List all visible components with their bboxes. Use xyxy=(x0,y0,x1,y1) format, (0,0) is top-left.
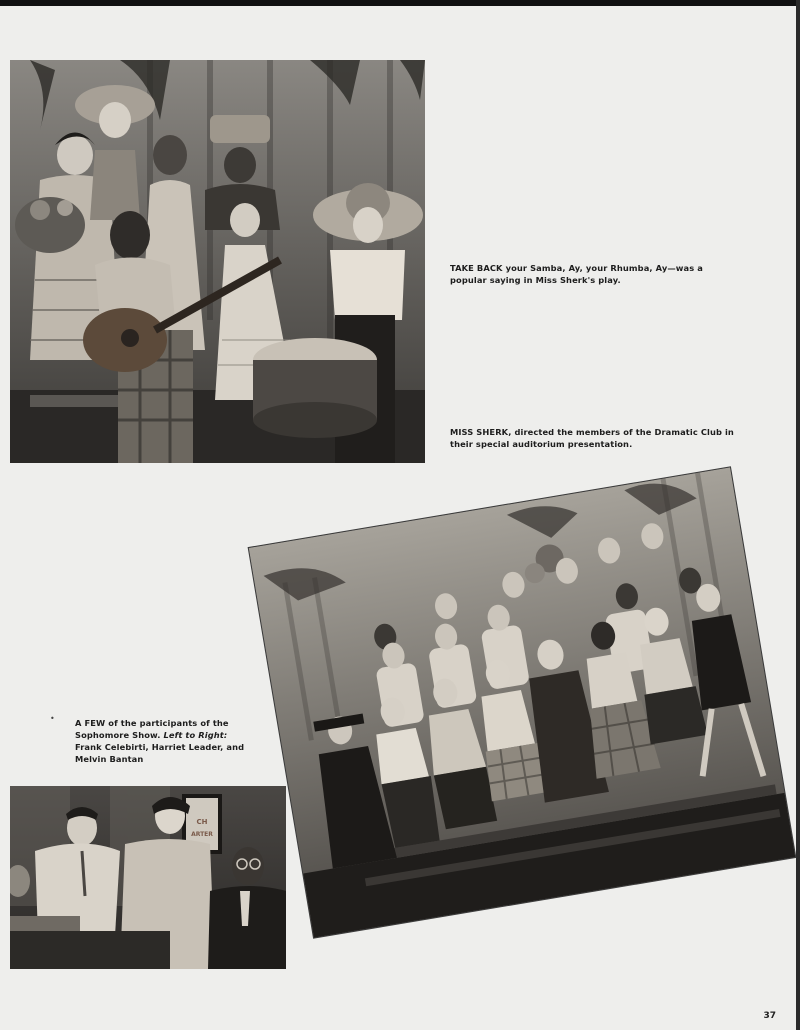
right-border xyxy=(796,0,800,1030)
photo-samba-performers xyxy=(10,60,425,463)
caption-sophomore-italic: Left to Right: xyxy=(163,730,228,740)
caption-sophomore xyxy=(75,717,245,765)
photo-dramatic-club-group xyxy=(249,467,796,937)
caption-samba xyxy=(450,262,740,286)
performers-illustration xyxy=(10,60,425,463)
group-illustration xyxy=(249,467,796,937)
caption-sophomore-lead: A FEW xyxy=(75,718,106,728)
svg-text:ARTER: ARTER xyxy=(191,831,213,838)
photo-sophomore-show xyxy=(10,786,286,969)
sophomore-illustration xyxy=(10,786,286,969)
caption-sherk-lead: MISS SHERK, xyxy=(450,427,512,437)
caption-samba-lead: TAKE BACK xyxy=(450,263,503,273)
caption-samba-text: your Samba, Ay, your Rhumba, Ay—was a popular saying in Miss Sherk's play. xyxy=(450,263,703,285)
caption-sherk xyxy=(450,426,740,450)
page-number: 37 xyxy=(763,1011,776,1021)
sign-text: CH xyxy=(196,818,208,826)
caption-sophomore-names: Frank Celebirti, Harriet Leader, and Melvin Bantan xyxy=(75,742,245,764)
top-border xyxy=(0,0,800,6)
caption-sophomore-text: of the participants of the Sophomore Show. xyxy=(75,718,229,740)
caption-bullet: • xyxy=(50,714,55,723)
caption-sherk-text: directed the members of the Dramatic Club in their special auditorium presentation. xyxy=(450,427,734,449)
